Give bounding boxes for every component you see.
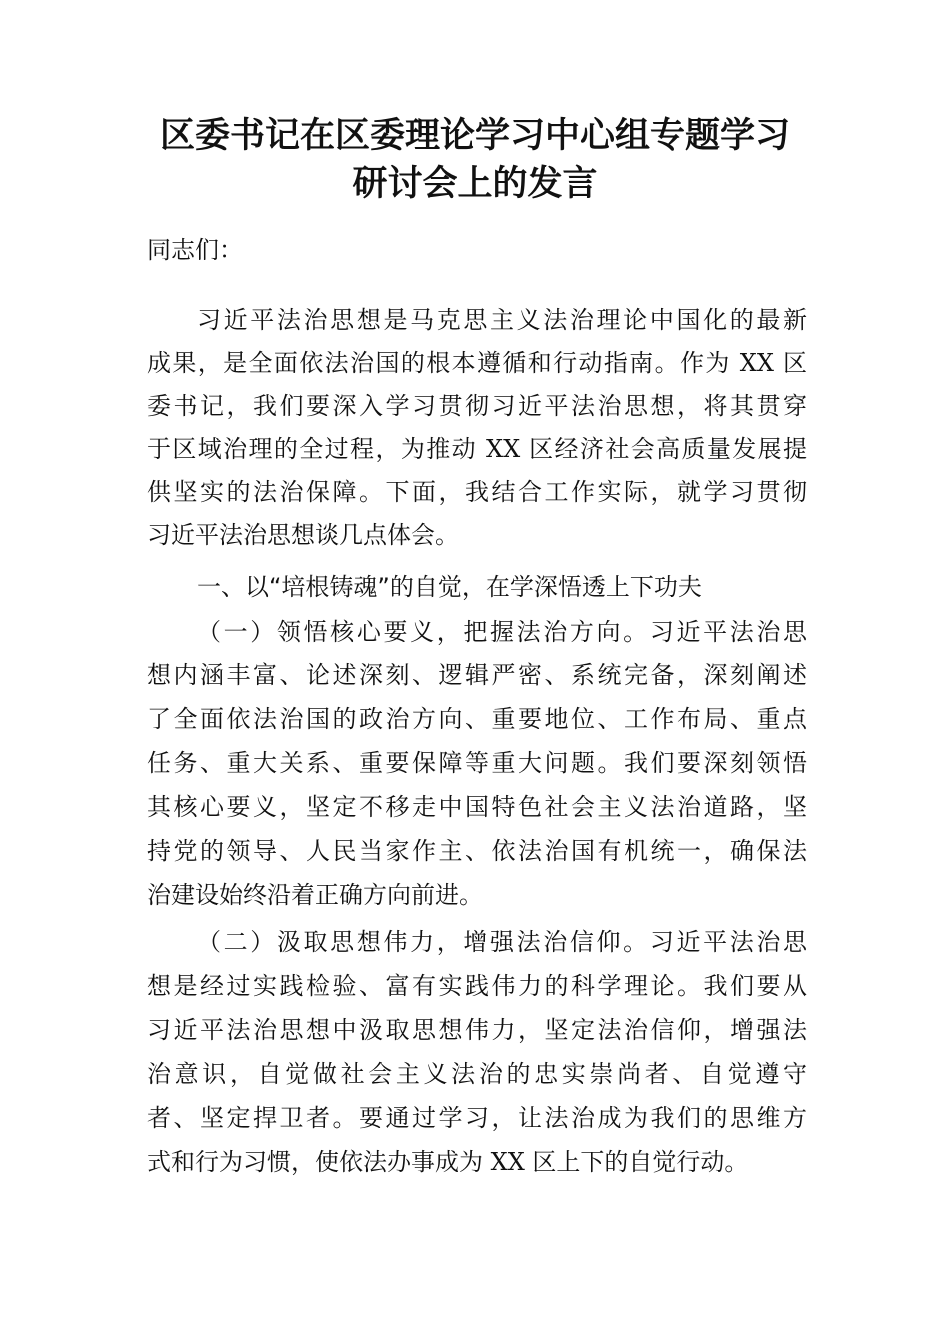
paragraph-line: （二）汲取思想伟力，增强法治信仰。习近平法治思: [197, 928, 807, 956]
paragraph-line: 者、坚定捍卫者。要通过学习，让法治成为我们的思维方: [147, 1104, 807, 1132]
paragraph-line: 任务、重大关系、重要保障等重大问题。我们要深刻领悟: [147, 749, 807, 777]
paragraph-line: 习近平法治思想是马克思主义法治理论中国化的最新: [197, 306, 807, 334]
paragraph-line: 治建设始终沿着正确方向前进。: [147, 881, 483, 909]
paragraph-line: 想是经过实践检验、富有实践伟力的科学理论。我们要从: [147, 972, 807, 1000]
section-heading-1: 一、以“培根铸魂”的自觉，在学深悟透上下功夫: [197, 573, 702, 601]
document-title-line-2: 研讨会上的发言: [352, 163, 598, 204]
paragraph-line: 了全面依法治国的政治方向、重要地位、工作布局、重点: [147, 705, 807, 733]
paragraph-line: 委书记，我们要深入学习贯彻习近平法治思想，将其贯穿: [147, 392, 807, 420]
paragraph-line: 其核心要义，坚定不移走中国特色社会主义法治道路，坚: [147, 793, 807, 821]
paragraph-line: 想内涵丰富、论述深刻、逻辑严密、系统完备，深刻阐述: [147, 661, 807, 689]
paragraph-line: （一）领悟核心要义，把握法治方向。习近平法治思: [197, 618, 807, 646]
paragraph-line: 式和行为习惯，使依法办事成为 XX 区上下的自觉行动。: [147, 1148, 749, 1176]
salutation: 同志们：: [147, 236, 243, 264]
paragraph-line: 治意识，自觉做社会主义法治的忠实崇尚者、自觉遵守: [147, 1060, 807, 1088]
paragraph-line: 习近平法治思想谈几点体会。: [147, 521, 459, 549]
paragraph-line: 持党的领导、人民当家作主、依法治国有机统一，确保法: [147, 837, 807, 865]
paragraph-line: 供坚实的法治保障。下面，我结合工作实际，就学习贯彻: [147, 478, 807, 506]
paragraph-line: 于区域治理的全过程，为推动 XX 区经济社会高质量发展提: [147, 435, 807, 463]
paragraph-line: 成果，是全面依法治国的根本遵循和行动指南。作为 XX 区: [147, 349, 807, 377]
paragraph-line: 习近平法治思想中汲取思想伟力，坚定法治信仰，增强法: [147, 1016, 807, 1044]
document-title-line-1: 区委书记在区委理论学习中心组专题学习: [159, 115, 790, 156]
